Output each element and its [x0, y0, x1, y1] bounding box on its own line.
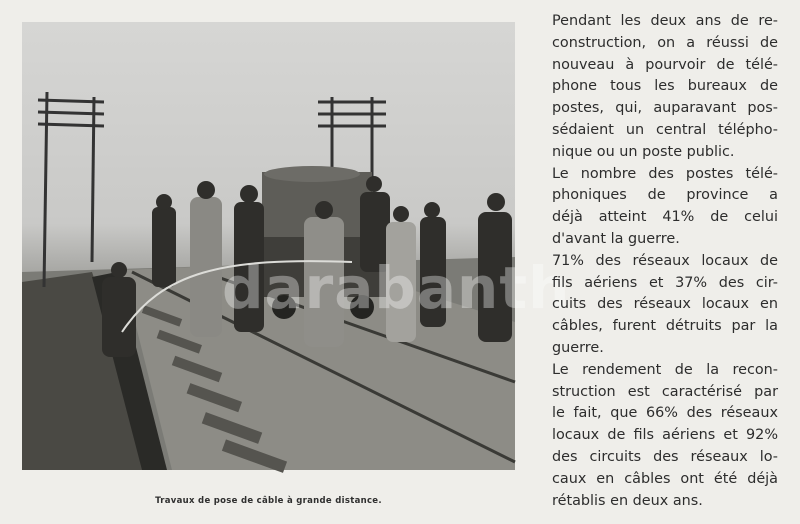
- article-line: nique ou un poste public.: [552, 143, 735, 160]
- article-line: Pendant les deux ans de re-: [552, 13, 778, 29]
- article-line: construction, on a réussi de: [552, 34, 778, 51]
- watermark-text: darabanth: [222, 254, 571, 322]
- article-line: d'avant la guerre.: [552, 230, 680, 247]
- article-line: caux en câbles ont été déjà: [552, 470, 778, 487]
- article-line: des circuits des réseaux lo-: [552, 448, 778, 465]
- article-line: nouveau à pourvoir de télé-: [552, 56, 778, 73]
- article-line: phone tous les bureaux de: [552, 78, 778, 95]
- photo-illustration: [22, 22, 515, 470]
- article-line: cuits des réseaux locaux en: [552, 296, 778, 313]
- photo-caption: Travaux de pose de câble à grande distance.: [155, 496, 382, 506]
- article-text: [552, 11, 778, 512]
- article-line: postes, qui, auparavant pos-: [552, 100, 778, 117]
- article-line: Le nombre des postes télé-: [552, 165, 778, 182]
- article-line: phoniques de province a: [552, 187, 778, 204]
- article-line: le fait, que 66% des réseaux: [552, 405, 778, 422]
- article-line: déjà atteint 41% de celui: [552, 209, 778, 226]
- cable-laying-photo: [22, 22, 571, 470]
- article-line: câbles, furent détruits par la: [552, 318, 778, 335]
- article-line: Le rendement de la recon-: [552, 361, 778, 378]
- article-line: rétablis en deux ans.: [552, 492, 703, 509]
- article-line: guerre.: [552, 339, 604, 356]
- article-line: locaux de fils aériens et 92%: [552, 427, 778, 444]
- article-line: 71% des réseaux locaux de: [552, 252, 778, 269]
- article-line: fils aériens et 37% des cir-: [552, 274, 778, 291]
- article-line: sédaient un central télépho-: [552, 121, 778, 138]
- article-line: struction est caractérisé par: [552, 383, 778, 400]
